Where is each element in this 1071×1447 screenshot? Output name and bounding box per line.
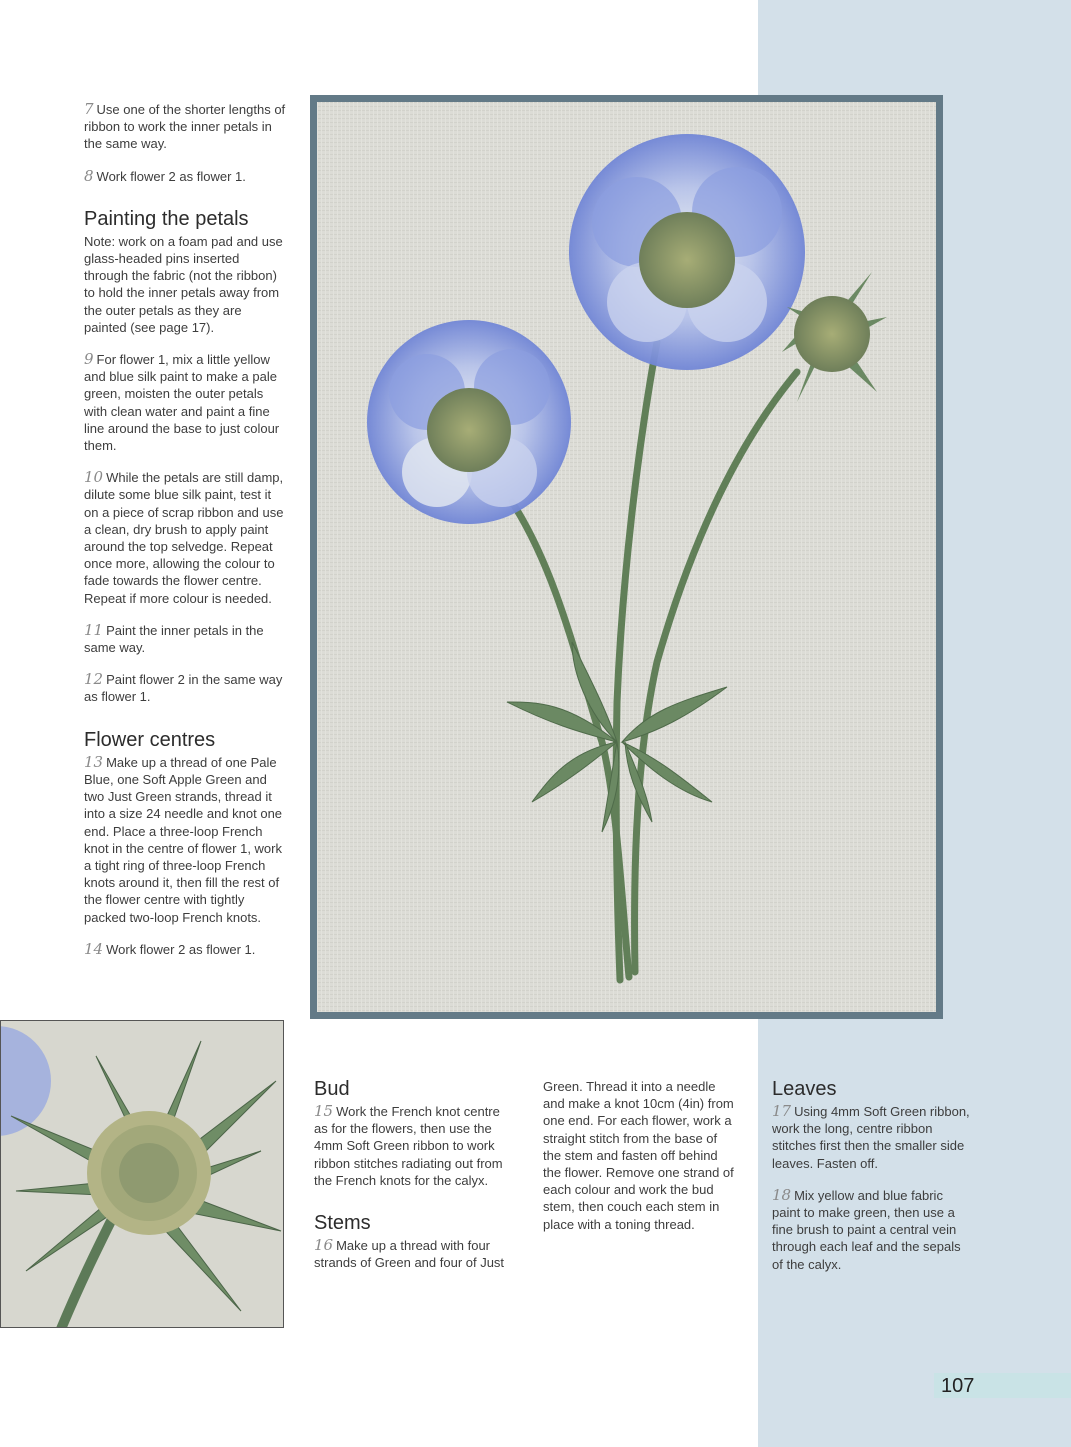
stems-heading: Stems: [314, 1212, 371, 1235]
painting-heading: Painting the petals: [84, 207, 249, 230]
step-16: 16 Make up a thread with four strands of Green and four of Just: [314, 1236, 505, 1271]
bud-heading: Bud: [314, 1078, 350, 1100]
centres-heading: Flower centres: [84, 728, 216, 751]
leaves-heading: Leaves: [772, 1078, 837, 1100]
step-11: 11 Paint the inner petals in the same way.: [84, 620, 264, 656]
bud-detail-image: [1, 1021, 284, 1328]
step-14: 14 Work flower 2 as flower 1.: [84, 939, 256, 958]
step-16-continued: Green. Thread it into a needle and make a knot 10cm (4in) from one end. For each flower, work a straight stitch from the base of the stem and fasten off behind the flower. Remove one strand of each colour and work the bud stem, then couch each stem in place with a toning thread.: [543, 1079, 734, 1232]
step-7: 7 Use one of the shorter lengths of ribbon to work the inner petals in the same way.: [84, 100, 286, 152]
step-12: 12 Paint flower 2 in the same way as flower 1.: [84, 670, 283, 705]
step-13: 13 Make up a thread of one Pale Blue, one Soft Apple Green and two Just Green strands, thread it into a size 24 needle and knot one end. Place a three-loop French knot in the centre of flower 1, work a tight ring of three-loop French knots around it, then fill the rest of the flower centre with tightly packed two-loop French knots.: [84, 752, 283, 925]
leaves-column: [772, 1077, 974, 1288]
flower-1: [367, 320, 571, 524]
detail-photo: [0, 1020, 284, 1328]
step-18: 18 Mix yellow and blue fabric paint to make green, then use a fine brush to paint a central vein through each leaf and the sepals of the calyx.: [772, 1185, 961, 1272]
painting-note: Note: work on a foam pad and use glass-headed pins inserted through the fabric (not the ribbon) to hold the inner petals away from the outer petals as they are painted (see page 17).: [84, 233, 283, 335]
step-8: 8 Work flower 2 as flower 1.: [84, 166, 246, 185]
bud-column: [314, 1077, 506, 1286]
main-photo-frame: [310, 95, 943, 1019]
page-number: 107: [941, 1375, 975, 1397]
flower-2: [569, 134, 805, 370]
step-10: 10 While the petals are still damp, dilute some blue silk paint, test it on a piece of scrap ribbon and use a clean, dry brush to apply paint around the top selvedge. Repeat once more, allowing the colour to fade towards the flower centre. Repeat if more colour is needed.: [84, 468, 284, 606]
stems-continued-column: [543, 1078, 737, 1248]
step-17: 17 Using 4mm Soft Green ribbon, work the long, centre ribbon stitches first then the smaller side leaves. Fasten off.: [772, 1102, 970, 1171]
step-15: 15 Work the French knot centre as for the flowers, then use the 4mm Soft Green ribbon to work ribbon stitches radiating out from the French knots for the calyx.: [314, 1102, 503, 1188]
step-9: 9 For flower 1, mix a little yellow and blue silk paint to make a pale green, moisten the outer petals with clean water and paint a fine line around the base to just colour them.: [84, 350, 280, 454]
left-column: [84, 101, 286, 973]
main-embroidery-image: [317, 102, 936, 1012]
